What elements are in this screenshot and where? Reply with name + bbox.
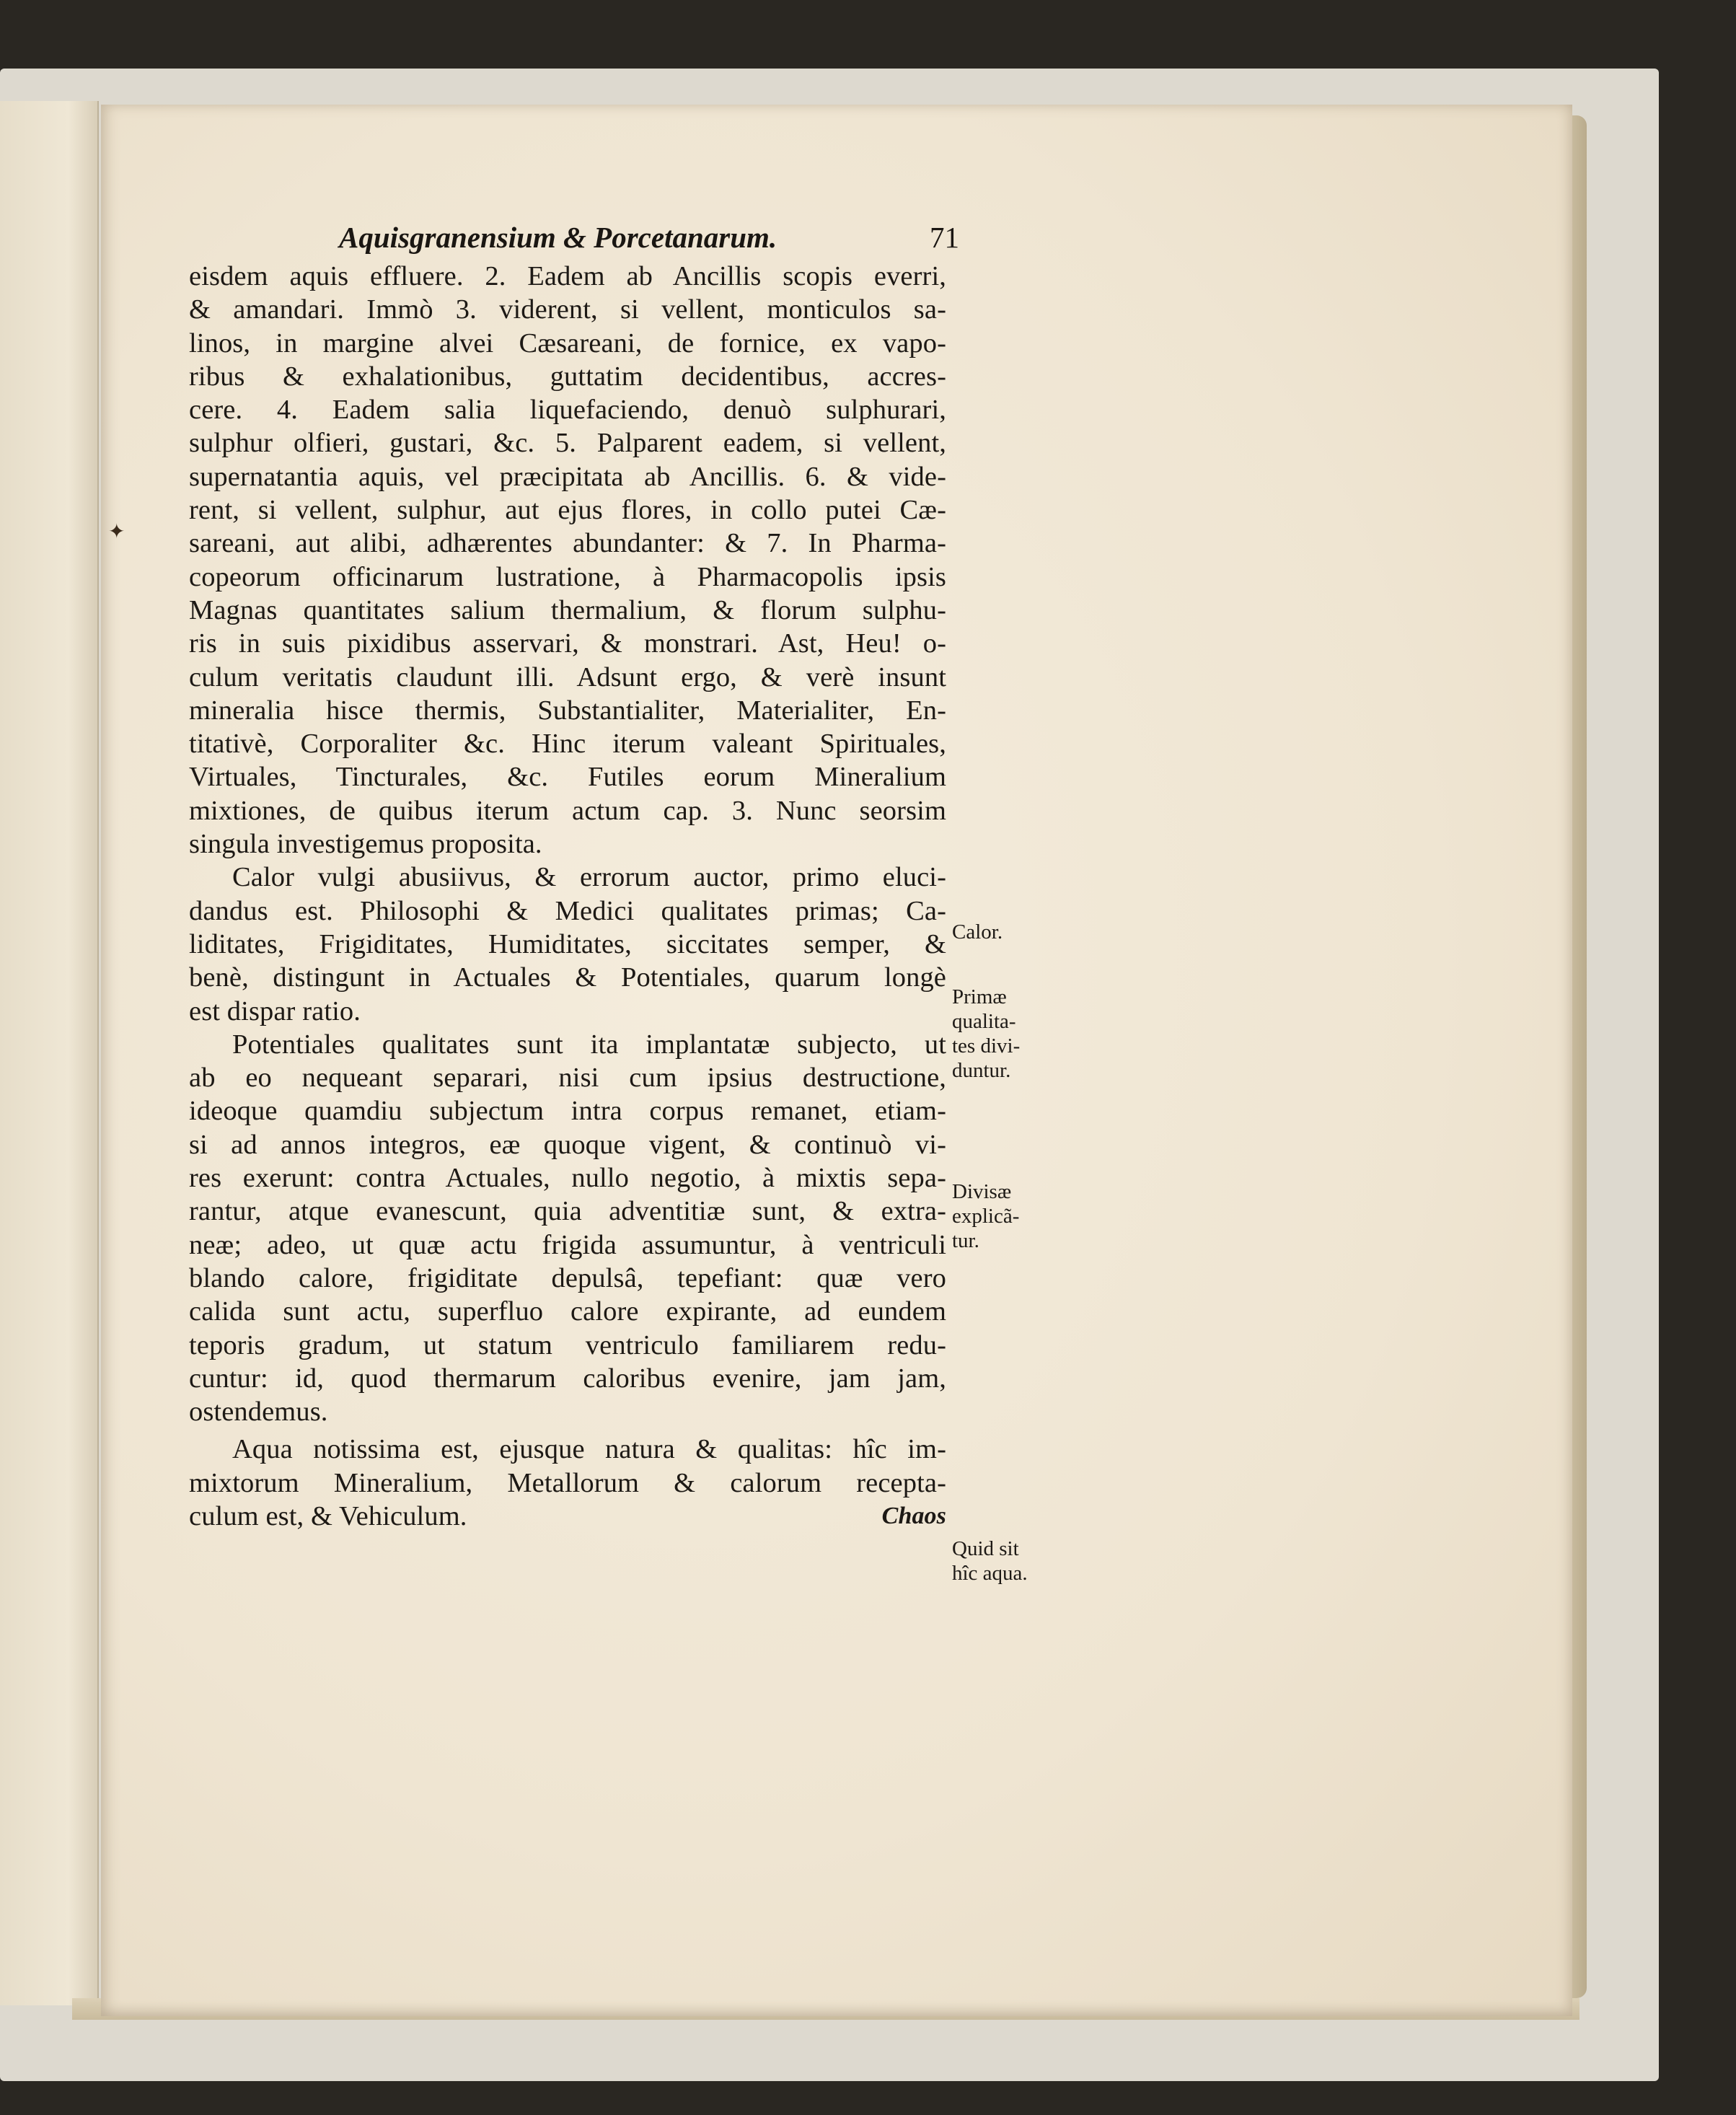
- margin-note-line: explicã-: [952, 1205, 1020, 1228]
- text-line: teporis gradum, ut statum ventriculo familiarem redu-: [189, 1329, 946, 1360]
- margin-note: [952, 1179, 1067, 1253]
- margin-note: [952, 1536, 1067, 1586]
- text-line: ostendemus.: [189, 1397, 328, 1428]
- text-line: mixtiones, de quibus iterum actum cap. 3. Nunc seorsim: [189, 795, 946, 826]
- text-line: culum veritatis claudunt illi. Adsunt ergo, & verè insunt: [189, 661, 946, 692]
- margin-note-line: duntur.: [952, 1059, 1011, 1082]
- text-line: supernatantia aquis, vel præcipitata ab Ancillis. 6. & vide-: [189, 461, 946, 492]
- text-line: calida sunt actu, superfluo calore expirante, ad eundem: [189, 1296, 946, 1327]
- margin-note-line: tes divi-: [952, 1034, 1021, 1058]
- text-line: mineralia hisce thermis, Substantialiter, Materialiter, En-: [189, 695, 946, 726]
- running-head-title: Aquisgranensium & Porcetanarum.: [339, 221, 777, 254]
- text-line-with-catchword: [189, 1500, 946, 1533]
- text-line: si ad annos integros, eæ quoque vigent, & continuò vi-: [189, 1129, 946, 1160]
- text-line: res exerunt: contra Actuales, nullo negotio, à mixtis sepa-: [189, 1163, 946, 1194]
- paragraph: [189, 861, 946, 1027]
- margin-note-line: Primæ: [952, 985, 1007, 1008]
- paragraph: [189, 1028, 946, 1429]
- text-line: sulphur olfieri, gustari, &c. 5. Palparent eadem, si vellent,: [189, 428, 946, 459]
- text-line: ideoque quamdiu subjectum intra corpus remanet, etiam-: [189, 1096, 946, 1127]
- margin-note-line: hîc aqua.: [952, 1562, 1028, 1585]
- facing-page-edge: [0, 101, 99, 2005]
- margin-note: [952, 985, 1067, 1083]
- text-line: dandus est. Philosophi & Medici qualitates primas; Ca-: [189, 895, 946, 926]
- text-line: culum est, & Vehiculum.: [189, 1500, 467, 1531]
- text-line: neæ; adeo, ut quæ actu frigida assumuntur, à ventriculi: [189, 1229, 946, 1260]
- text-line: & amandari. Immò 3. viderent, si vellent, monticulos sa-: [189, 294, 946, 325]
- text-line: ris in suis pixidibus asservari, & monstrari. Ast, Heu! o-: [189, 628, 946, 659]
- paragraph: [189, 260, 946, 861]
- margin-note-line: Quid sit: [952, 1537, 1019, 1560]
- margin-note-line: qualita-: [952, 1010, 1016, 1033]
- text-line: Potentiales qualitates sunt ita implantatæ subjecto, ut: [232, 1029, 946, 1060]
- text-line: eisdem aquis effluere. 2. Eadem ab Ancillis scopis everri,: [189, 261, 946, 291]
- text-line: Virtuales, Tincturales, &c. Futiles eorum Mineralium: [189, 762, 946, 793]
- text-line: Aqua notissima est, ejusque natura & qualitas: hîc im-: [232, 1434, 946, 1465]
- text-line: titativè, Corporaliter &c. Hinc iterum valeant Spirituales,: [189, 729, 946, 760]
- main-text-column: [189, 260, 946, 1533]
- margin-note-line: Calor.: [952, 920, 1003, 944]
- catchword: Chaos: [881, 1502, 946, 1529]
- text-line: est dispar ratio.: [189, 995, 361, 1026]
- paragraph: [189, 1433, 946, 1533]
- text-line: singula investigemus proposita.: [189, 829, 542, 860]
- running-head: [339, 220, 959, 263]
- text-line: ab eo nequeant separari, nisi cum ipsius destructione,: [189, 1063, 946, 1094]
- text-line: ribus & exhalationibus, guttatim decidentibus, accres-: [189, 361, 946, 392]
- text-line: Calor vulgi abusiivus, & errorum auctor, primo eluci-: [232, 862, 946, 893]
- text-line: blando calore, frigiditate depulsâ, tepefiant: quæ vero: [189, 1262, 946, 1293]
- text-line: cere. 4. Eadem salia liquefaciendo, denuò sulphurari,: [189, 395, 946, 426]
- text-line: linos, in margine alvei Cæsareani, de fornice, ex vapo-: [189, 327, 946, 359]
- text-line: cuntur: id, quod thermarum caloribus evenire, jam jam,: [189, 1363, 946, 1394]
- bookworm-mark-icon: ✦: [108, 521, 125, 543]
- text-line: Magnas quantitates salium thermalium, & florum sulphu-: [189, 594, 946, 625]
- text-line: benè, distingunt in Actuales & Potentiales, quarum longè: [189, 962, 946, 993]
- text-line: mixtorum Mineralium, Metallorum & calorum recepta-: [189, 1467, 946, 1498]
- margin-note: [952, 920, 1067, 944]
- margin-note-line: tur.: [952, 1229, 979, 1252]
- margin-note-line: Divisæ: [952, 1180, 1012, 1203]
- page-number: 71: [930, 221, 959, 254]
- text-line: sareani, aut alibi, adhærentes abundanter: & 7. In Pharma-: [189, 528, 946, 559]
- text-line: copeorum officinarum lustratione, à Pharmacopolis ipsis: [189, 561, 946, 592]
- text-line: rantur, atque evanescunt, quia adventitiæ sunt, & extra-: [189, 1196, 946, 1227]
- text-line: liditates, Frigiditates, Humiditates, siccitates semper, &: [189, 928, 946, 959]
- text-line: rent, si vellent, sulphur, aut ejus flores, in collo putei Cæ-: [189, 495, 946, 526]
